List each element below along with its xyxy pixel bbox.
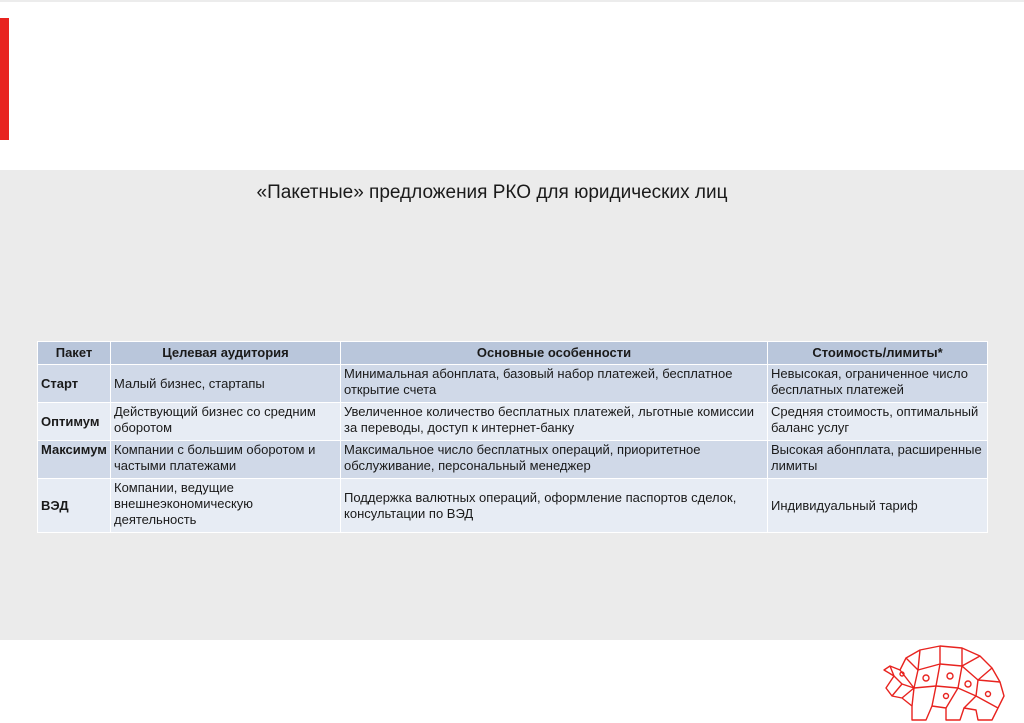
package-name: Старт bbox=[38, 365, 111, 403]
top-divider bbox=[0, 0, 1024, 2]
table-row bbox=[38, 441, 988, 479]
cost-cell: Невысокая, ограниченное число бесплатных платежей bbox=[768, 365, 988, 403]
features-cell: Поддержка валютных операций, оформление паспортов сделок, консультации по ВЭД bbox=[341, 479, 768, 533]
packages-table bbox=[37, 341, 988, 533]
features-cell: Минимальная абонплата, базовый набор платежей, бесплатное открытие счета bbox=[341, 365, 768, 403]
audience-cell: Действующий бизнес со средним оборотом bbox=[111, 403, 341, 441]
cost-cell: Высокая абонплата, расширенные лимиты bbox=[768, 441, 988, 479]
cost-cell: Средняя стоимость, оптимальный баланс услуг bbox=[768, 403, 988, 441]
cost-cell: Индивидуальный тариф bbox=[768, 479, 988, 533]
features-cell: Максимальное число бесплатных операций, приоритетное обслуживание, персональный менеджер bbox=[341, 441, 768, 479]
content-panel bbox=[0, 170, 1024, 640]
package-name: ВЭД bbox=[38, 479, 111, 533]
package-name: Максимум bbox=[38, 441, 111, 479]
table-row bbox=[38, 365, 988, 403]
audience-cell: Компании с большим оборотом и частыми платежами bbox=[111, 441, 341, 479]
table-row bbox=[38, 403, 988, 441]
header-audience: Целевая аудитория bbox=[111, 342, 341, 365]
audience-cell: Компании, ведущие внешнеэкономическую деятельность bbox=[111, 479, 341, 533]
table-header-row bbox=[38, 342, 988, 365]
audience-cell: Малый бизнес, стартапы bbox=[111, 365, 341, 403]
rhino-logo-icon bbox=[880, 636, 1010, 723]
features-cell: Увеличенное количество бесплатных платежей, льготные комиссии за переводы, доступ к интернет-банку bbox=[341, 403, 768, 441]
header-package: Пакет bbox=[38, 342, 111, 365]
header-cost: Стоимость/лимиты* bbox=[768, 342, 988, 365]
package-name: Оптимум bbox=[38, 403, 111, 441]
table-row bbox=[38, 479, 988, 533]
slide-title: «Пакетные» предложения РКО для юридических лиц bbox=[256, 182, 728, 203]
red-accent-bar bbox=[0, 18, 9, 140]
header-features: Основные особенности bbox=[341, 342, 768, 365]
